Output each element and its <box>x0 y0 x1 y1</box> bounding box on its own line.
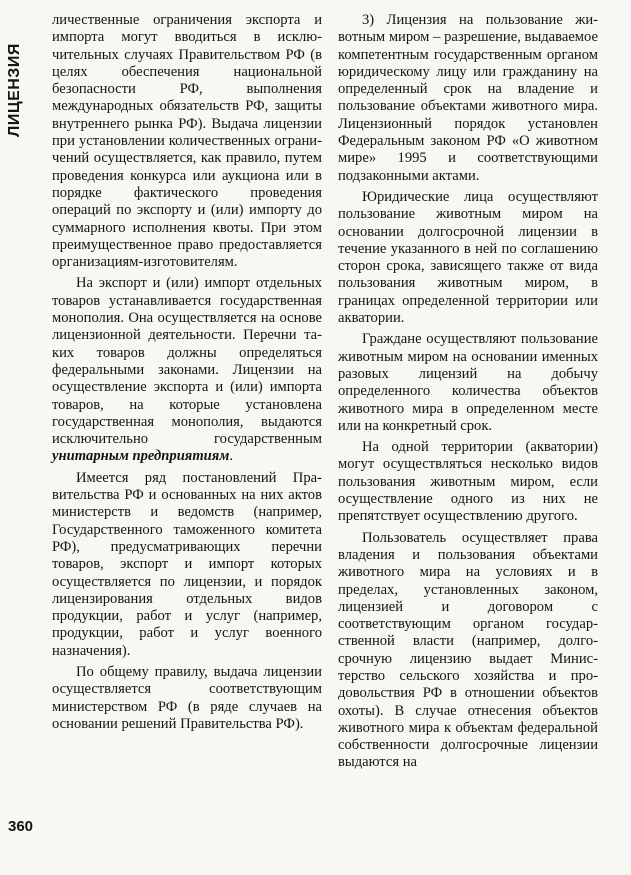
running-header-text: ЛИЦЕНЗИЯ <box>6 43 24 137</box>
left-paragraph-2 <box>52 275 322 465</box>
left-column <box>52 12 322 733</box>
page-number: 360 <box>8 818 34 835</box>
left-paragraph-2-emphasis: унитарным предприятиям <box>52 448 230 465</box>
right-paragraph-3: Граждане осуществляют пользование животным миром на основании именных разовых лицензий на добычу определенного количества объектов животного мира в определенном месте или на конкретный срок. <box>338 331 598 434</box>
left-paragraph-2-end: . <box>229 448 233 465</box>
right-paragraph-5: Пользователь осуществляет права владения и пользования объектами животного мира на условиях и в пределах, установленных законом, лицензией и договором с соответствующим органом государственной власти (например, долгосрочную лицензию выдает Министерство сельского хозяйства и продовольствия РФ в отношении объектов охоты). В случае отнесения объектов животного мира к объектам федеральной собственности долгосрочные лицензии выдаются на <box>338 529 598 771</box>
left-paragraph-3: Имеется ряд постановлений Правительства РФ и основанных на них актов министерств и ведомств (например, Государственного таможенного комитета РФ), предусматривающих перечни товаров, экспорт и импорт которых осуществляется по лицензии, и порядок лицензирования отдельных видов продукции, работ и услуг (например, продукции, работ и услуг военного назначения). <box>52 469 322 659</box>
right-paragraph-1: 3) Лицензия на пользование животным миром – разрешение, выдаваемое компетентным государственным органом юридическому лицу или гражданину на определенный срок на владение и пользование объектами животного мира. Лицензионный порядок установлен Федеральным законом РФ «О животном мире» 1995 и соответствующими подзаконными актами. <box>338 12 598 184</box>
right-paragraph-4: На одной территории (акватории) могут осуществляться несколько видов пользования животным миром, если осуществление одного из них не препятствует осуществлению другого. <box>338 439 598 525</box>
left-paragraph-1: личественные ограничения экспорта и импорта могут вводиться в исключительных случаях Правительством РФ (в целях обеспечения национальной безопасности РФ, выполнения международных обязательств РФ, защиты внутреннего рынка РФ). Выдача лицензии при установлении количественных ограничений осуществляется, как правило, путем проведения конкурса или аукциона или в порядке фактического проведения операций по экспорту и (или) импорту до суммарного исполнения квоты. При этом преимущественное право предоставляется организациям-изготовителям. <box>52 12 322 271</box>
right-column <box>338 12 598 772</box>
left-paragraph-4: По общему правилу, выдача лицензии осуществляется соответствующим министерством РФ (в ряде случаев на основании решений Правительства РФ). <box>52 663 322 732</box>
left-paragraph-2-text: На экспорт и (или) импорт отдельных товаров устанавливается государственная монополия. Она осуществляется на основе лицензионной деятельности. Перечни таких товаров должны определяться федеральными законами. Лицензии на осуществление экспорта и (или) импорта товаров, на которые установлена государственная монополия, выдаются исключительно государственным <box>52 275 322 448</box>
right-paragraph-2: Юридические лица осуществляют пользование животным миром на основании долгосрочной лицензии в течение указанного в ней по соглашению сторон срока, зависящего также от вида пользования животным миром, в границах определенной территории или акватории. <box>338 188 598 327</box>
running-header <box>2 30 28 150</box>
